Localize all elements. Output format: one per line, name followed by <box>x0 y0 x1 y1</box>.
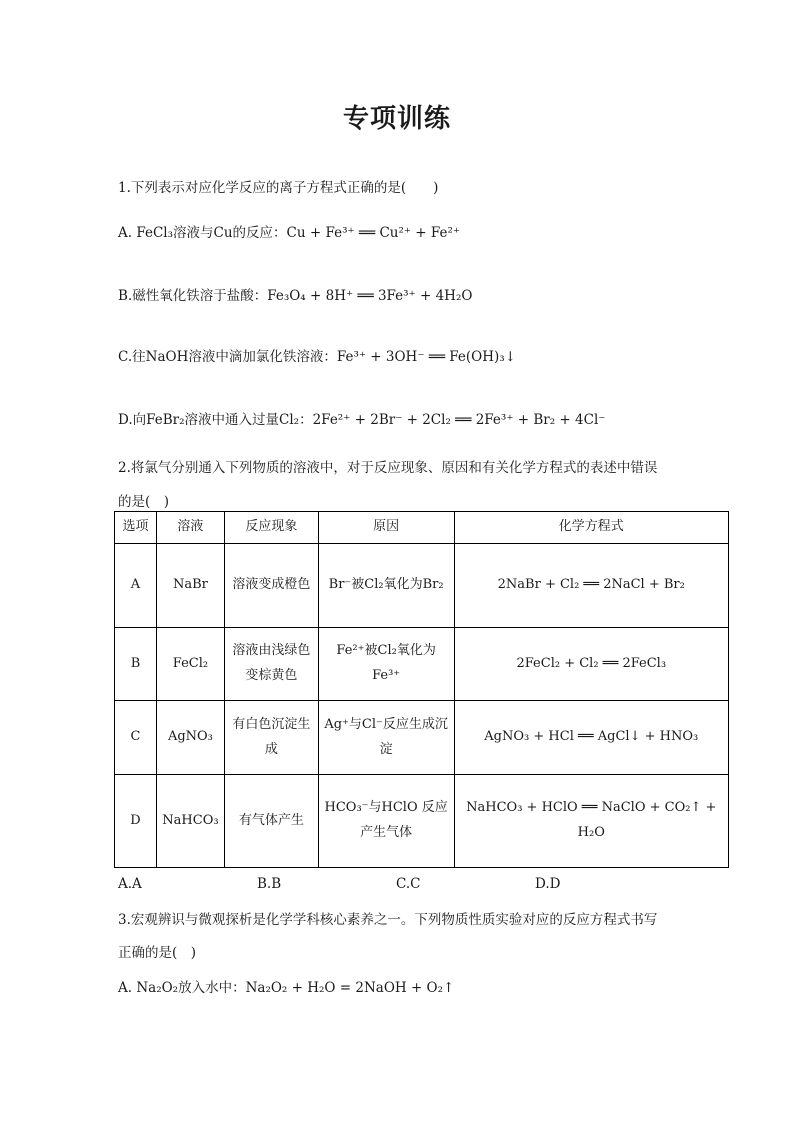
row-solution: NaBr <box>156 544 224 628</box>
row-equation: AgNO₃ + HCl ══ AgCl↓ + HNO₃ <box>454 701 728 775</box>
table-row <box>115 701 729 775</box>
q3-option-a: A. Na₂O₂放入水中：Na₂O₂ + H₂O = 2NaOH + O₂↑ <box>118 980 455 996</box>
row-option: C <box>115 701 157 775</box>
row-reason: Ag⁺与Cl⁻反应生成沉淀 <box>318 701 454 775</box>
q1-option-b: B.磁性氧化铁溶于盐酸：Fe₃O₄ + 8H⁺ ══ 3Fe³⁺ + 4H₂O <box>118 288 473 304</box>
table-row <box>115 775 729 868</box>
table-header-row <box>115 512 729 544</box>
q1-stem: 1.下列表示对应化学反应的离子方程式正确的是( ) <box>118 180 439 196</box>
row-reason: Br⁻被Cl₂氧化为Br₂ <box>318 544 454 628</box>
q2-stem-line2: 的是( ) <box>118 494 170 510</box>
q1-option-c: C.往NaOH溶液中滴加氯化铁溶液：Fe³⁺ + 3OH⁻ ══ Fe(OH)₃↓ <box>118 349 516 365</box>
q2-table <box>114 511 729 868</box>
row-option: A <box>115 544 157 628</box>
q2-stem-line1: 2.将氯气分别通入下列物质的溶液中，对于反应现象、原因和有关化学方程式的表述中错误 <box>118 460 658 476</box>
header-solution: 溶液 <box>156 512 224 544</box>
row-equation: 2NaBr + Cl₂ ══ 2NaCl + Br₂ <box>454 544 728 628</box>
q3-stem-line1: 3.宏观辨识与微观探析是化学学科核心素养之一。下列物质性质实验对应的反应方程式书写 <box>118 912 658 928</box>
row-reason: HCO₃⁻与HClO 反应产生气体 <box>318 775 454 868</box>
q3-stem-line2: 正确的是( ) <box>118 945 197 961</box>
header-reason: 原因 <box>318 512 454 544</box>
row-solution: AgNO₃ <box>156 701 224 775</box>
table-row <box>115 544 729 628</box>
row-solution: FeCl₂ <box>156 628 224 701</box>
header-phenomenon: 反应现象 <box>224 512 318 544</box>
header-equation: 化学方程式 <box>454 512 728 544</box>
page-title: 专项训练 <box>342 104 451 134</box>
row-option: B <box>115 628 157 701</box>
row-reason: Fe²⁺被Cl₂氧化为Fe³⁺ <box>318 628 454 701</box>
q1-option-d: D.向FeBr₂溶液中通入过量Cl₂：2Fe²⁺ + 2Br⁻ + 2Cl₂ ══ 2Fe³⁺ + Br₂ + 4Cl⁻ <box>118 412 606 428</box>
row-equation: 2FeCl₂ + Cl₂ ══ 2FeCl₃ <box>454 628 728 701</box>
q2-answer-a: A.A <box>118 876 142 892</box>
row-option: D <box>115 775 157 868</box>
header-option: 选项 <box>115 512 157 544</box>
row-phenomenon: 有白色沉淀生成 <box>224 701 318 775</box>
q2-answer-b: B.B <box>257 876 282 892</box>
row-phenomenon: 溶液由浅绿色变棕黄色 <box>224 628 318 701</box>
table-row <box>115 628 729 701</box>
q1-option-a: A. FeCl₃溶液与Cu的反应：Cu + Fe³⁺ ══ Cu²⁺ + Fe²⁺ <box>118 225 461 241</box>
row-solution: NaHCO₃ <box>156 775 224 868</box>
row-phenomenon: 溶液变成橙色 <box>224 544 318 628</box>
q2-answer-d: D.D <box>535 876 561 892</box>
q2-answer-c: C.C <box>396 876 421 892</box>
row-phenomenon: 有气体产生 <box>224 775 318 868</box>
row-equation: NaHCO₃ + HClO ══ NaClO + CO₂↑ + H₂O <box>454 775 728 868</box>
